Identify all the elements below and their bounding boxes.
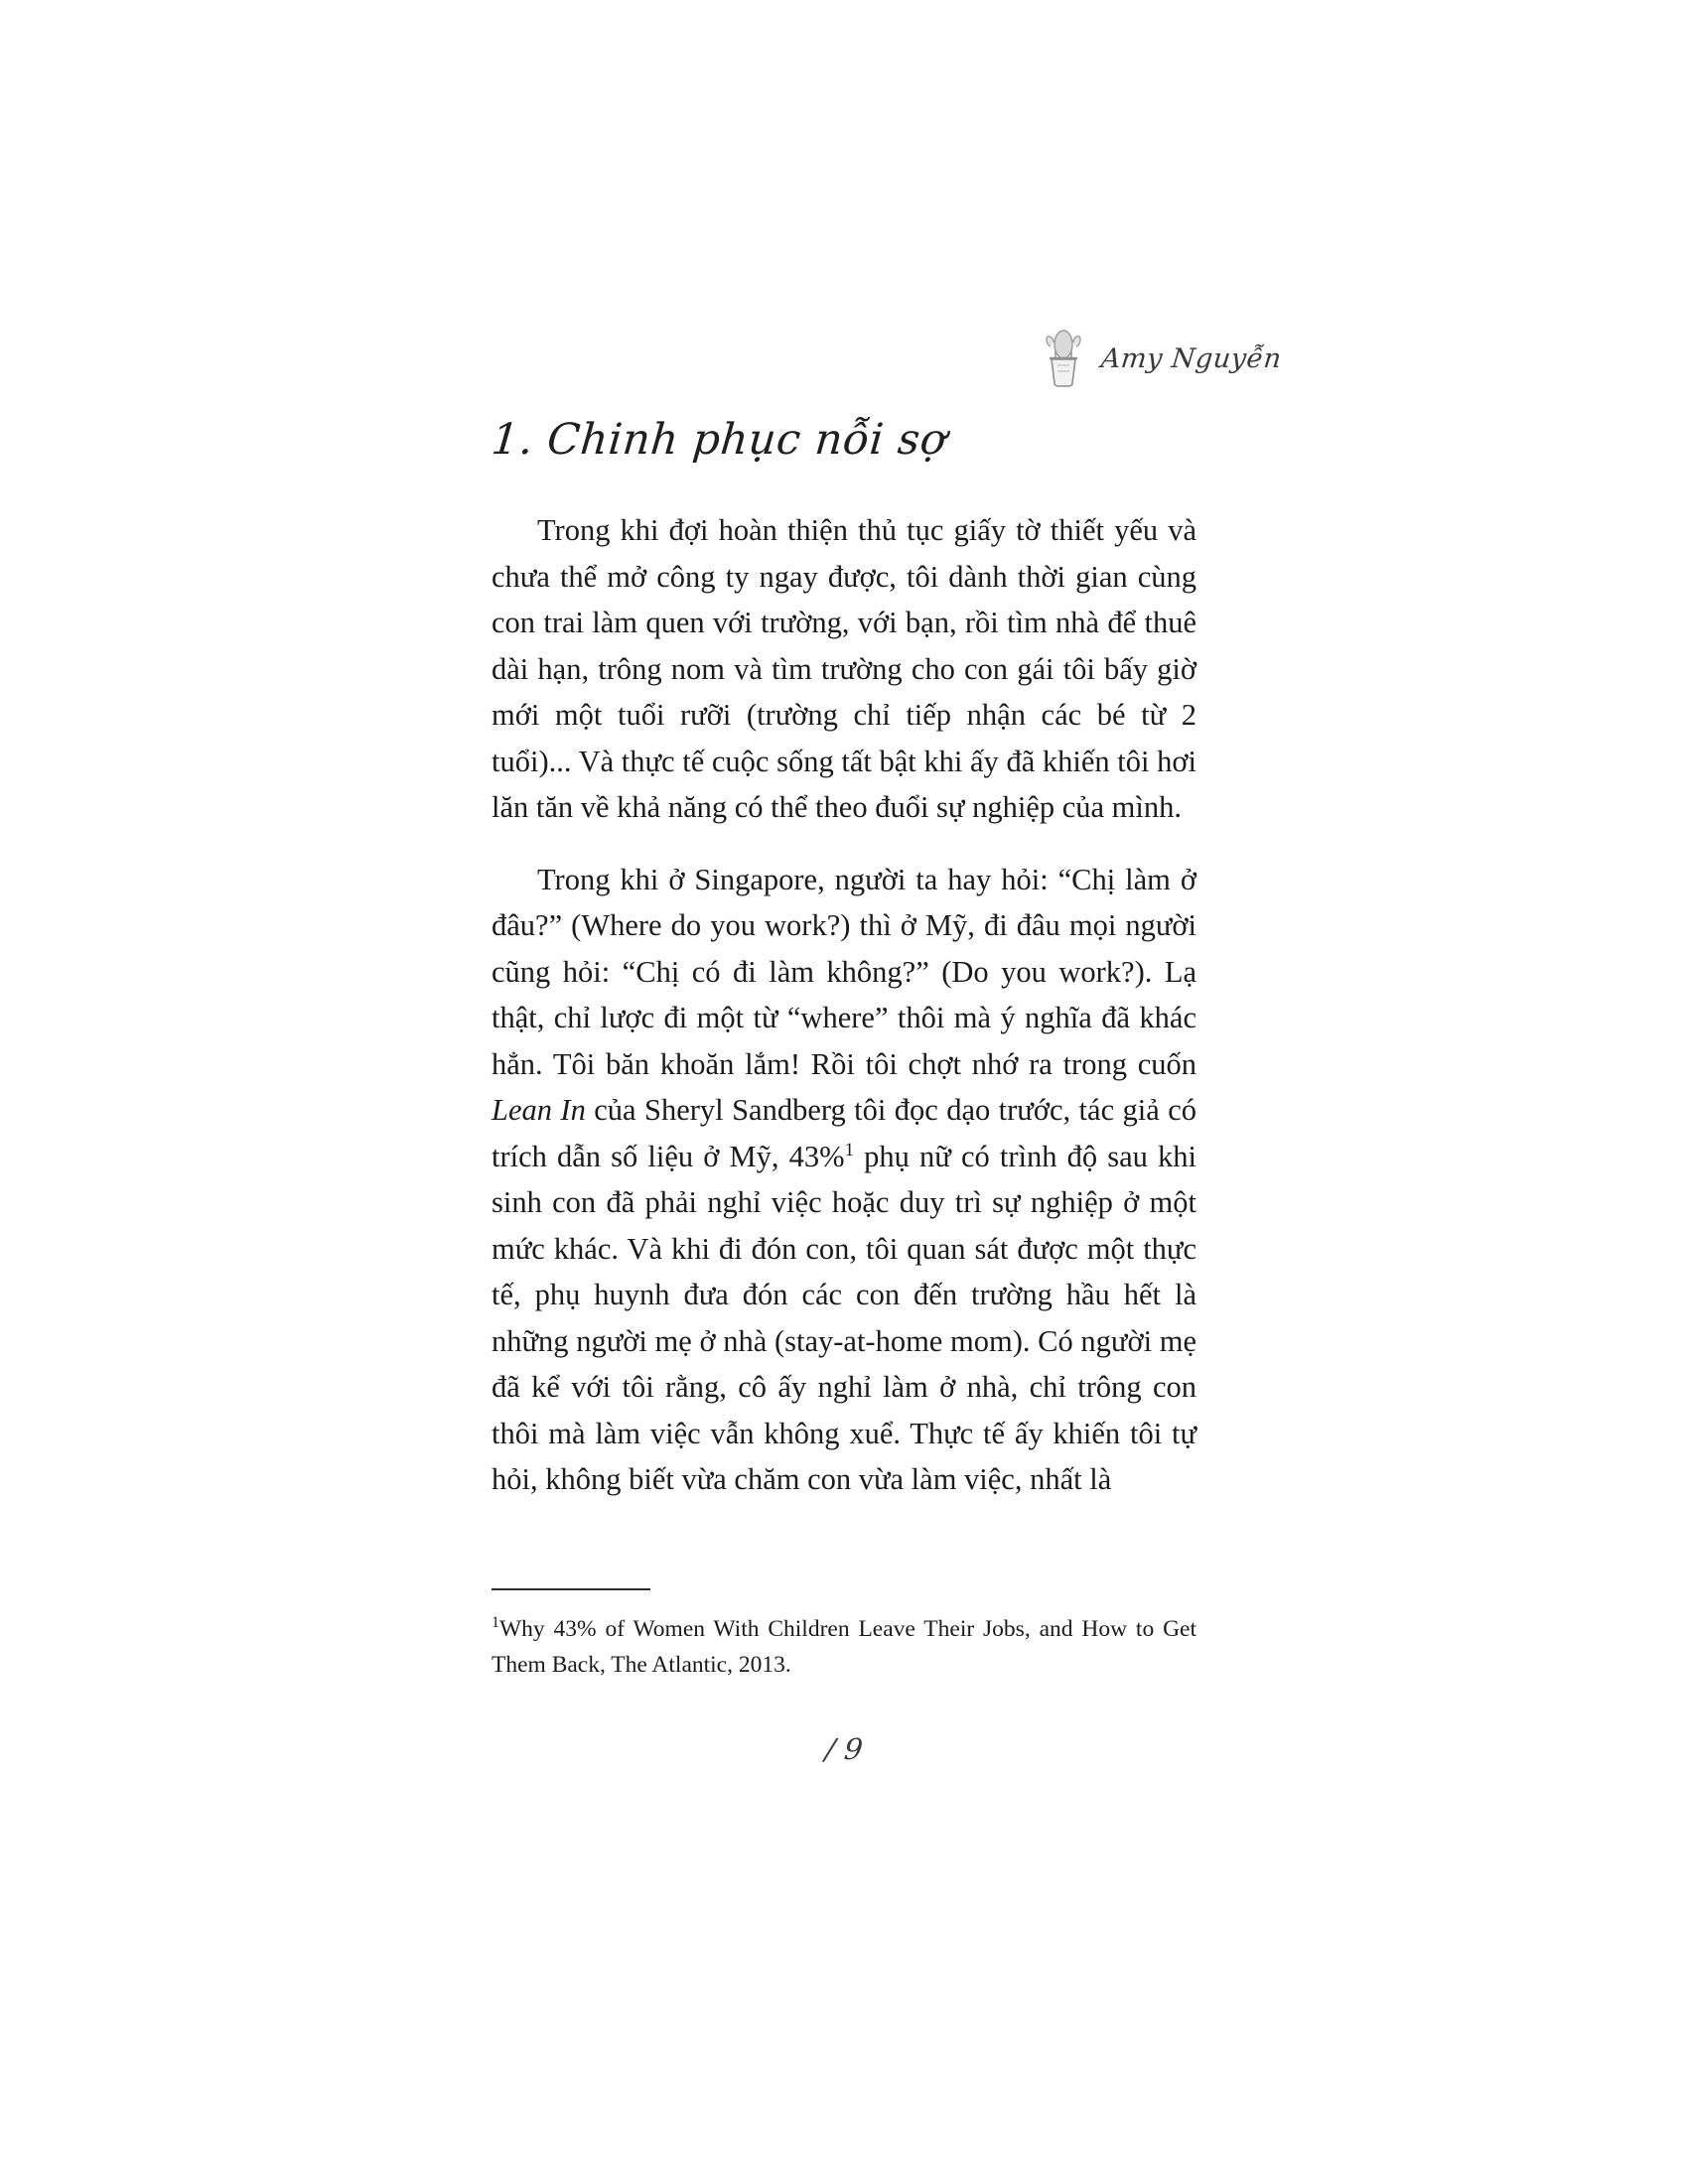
paragraph-2 [492, 857, 1196, 1503]
footnote-area [492, 1588, 1196, 1683]
running-header [0, 328, 1688, 389]
page-title: 1. Chinh phục nỗi sợ [489, 415, 949, 465]
author-name: Amy Nguyễn [1099, 342, 1284, 374]
footnote-divider [492, 1588, 650, 1590]
paragraph-2-part-2: của Sheryl Sandberg tôi đọc dạo trước, tác giả có trích dẫn số liệu ở Mỹ, 43% [492, 1093, 1196, 1173]
footnote-text [492, 1612, 1196, 1683]
cactus-pot-icon [1042, 328, 1085, 389]
paragraph-1: Trong khi đợi hoàn thiện thủ tục giấy tờ thiết yếu và chưa thể mở công ty ngay được, tôi dành thời gian cùng con trai làm quen với trường, với bạn, rồi tìm nhà để thuê dài hạn, trông nom và tìm trường cho con gái tôi bấy giờ mới một tuổi rưỡi (trường chỉ tiếp nhận các bé từ 2 tuổi)... Và thực tế cuộc sống tất bật khi ấy đã khiến tôi hơi lăn tăn về khả năng có thể theo đuổi sự nghiệp của mình. [492, 513, 1196, 825]
page-number: / 9 [823, 1732, 865, 1766]
paragraph-2-part-3: phụ nữ có trình độ sau khi sinh con đã phải nghỉ việc hoặc duy trì sự nghiệp ở một mức khác. Và khi đi đón con, tôi quan sát được một thực tế, phụ huynh đưa đón các con đến trường hầu hết là những người mẹ ở nhà (stay-at-home mom). Có người mẹ đã kể với tôi rằng, cô ấy nghỉ làm ở nhà, chỉ trông con thôi mà làm việc vẫn không xuể. Thực tế ấy khiến tôi tự hỏi, không biết vừa chăm con vừa làm việc, nhất là [492, 1139, 1196, 1497]
footnote-body: Why 43% of Women With Children Leave Their Jobs, and How to Get Them Back, The Atlantic, 2013. [492, 1616, 1196, 1678]
book-title-lean-in: Lean In [492, 1093, 586, 1128]
footnote-marker: 1 [492, 1614, 499, 1632]
text-column [489, 415, 1196, 1503]
running-header-inner [1042, 328, 1282, 389]
footnote-reference[interactable]: 1 [844, 1139, 855, 1160]
paragraph-2-part-1: Trong khi ở Singapore, người ta hay hỏi: “Chị làm ở đâu?” (Where do you work?) thì ở Mỹ, đi đâu mọi người cũng hỏi: “Chị có đi làm không?” (Do you work?). Lạ thật, chỉ lược đi một từ “where” thôi mà ý nghĩa đã khác hẳn. Tôi băn khoăn lắm! Rồi tôi chợt nhớ ra trong cuốn [492, 862, 1196, 1081]
